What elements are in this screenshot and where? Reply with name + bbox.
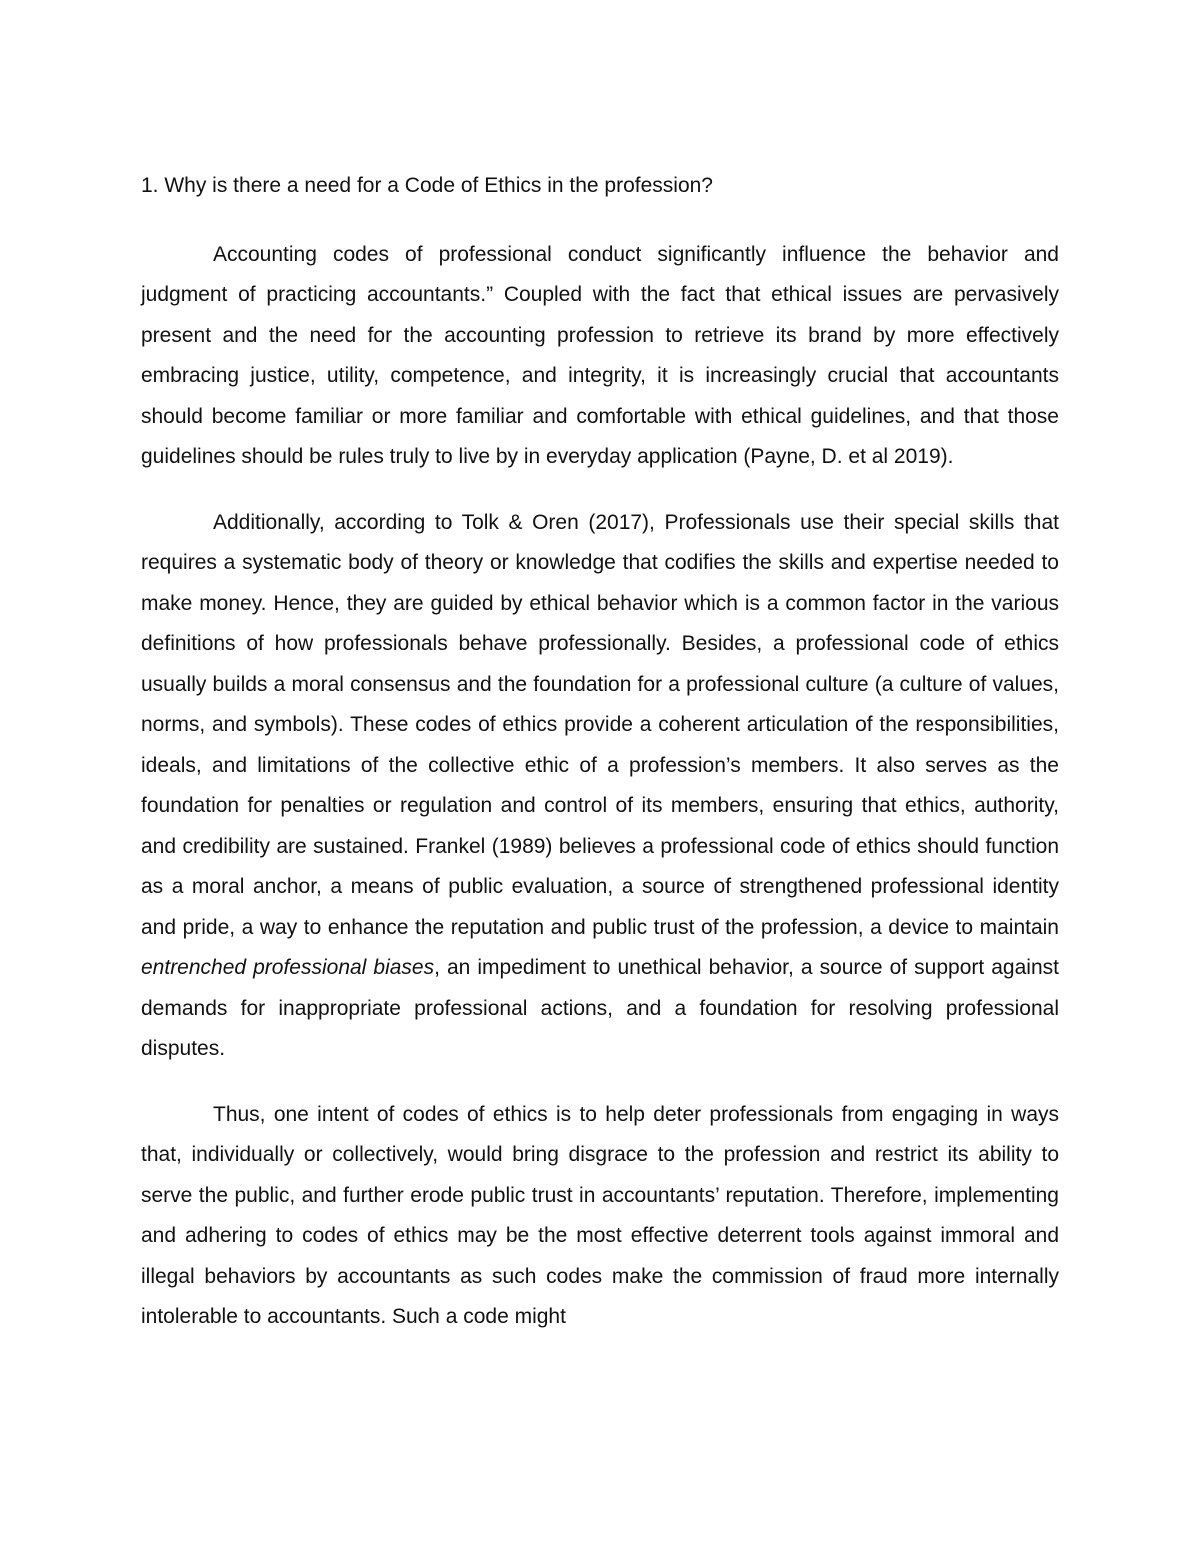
emphasis-text: entrenched professional biases	[141, 956, 435, 979]
paragraph-tolk-oren	[141, 503, 1059, 1070]
paragraph-text: , an impediment to unethical behavior, a source of support against demands for inappropriate professional actions, and a foundation for resolving professional disputes.	[141, 956, 1059, 1060]
paragraph-deter-professionals: Thus, one intent of codes of ethics is to help deter professionals from engaging in ways that, individually or collectively, would bring disgrace to the profession and restrict its ability to serve the public, and further erode public trust in accountants’ reputation. Therefore, implementing and adhering to codes of ethics may be the most effective deterrent tools against immoral and illegal behaviors by accountants as such codes make the commission of fraud more internally intolerable to accountants. Such a code might	[141, 1102, 1059, 1328]
question-heading: 1. Why is there a need for a Code of Ethics in the profession?	[141, 174, 713, 197]
document-page	[141, 166, 1059, 1363]
paragraph-text: Additionally, according to Tolk & Oren (2017), Professionals use their special skills that requires a systematic body of theory or knowledge that codifies the skills and expertise needed to make money. Hence, they are guided by ethical behavior which is a common factor in the various definitions of how professionals behave professionally. Besides, a professional code of ethics usually builds a moral consensus and the foundation for a professional culture (a culture of values, norms, and symbols). These codes of ethics provide a coherent articulation of the responsibilities, ideals, and limitations of the collective ethic of a profession’s members. It also serves as the foundation for penalties or regulation and control of its members, ensuring that ethics, authority, and credibility are sustained. Frankel (1989) believes a professional code of ethics should function as a moral anchor, a means of public evaluation, a source of strengthened professional identity and pride, a way to enhance the reputation and public trust of the profession, a device to maintain	[141, 510, 1059, 939]
paragraph-accounting-codes: Accounting codes of professional conduct significantly influence the behavior and judgment of practicing accountants.” Coupled with the fact that ethical issues are pervasively present and the need for the accounting profession to retrieve its brand by more effectively embracing justice, utility, competence, and integrity, it is increasingly crucial that accountants should become familiar or more familiar and comfortable with ethical guidelines, and that those guidelines should be rules truly to live by in everyday application (Payne, D. et al 2019).	[141, 242, 1059, 468]
